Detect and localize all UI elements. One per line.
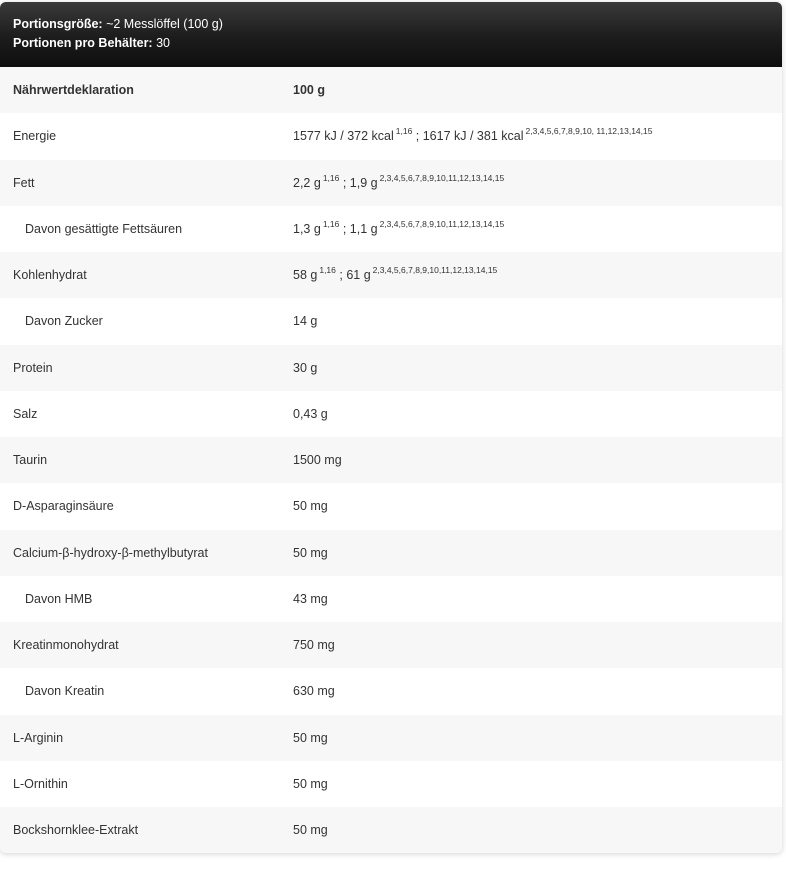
nutrient-value: 30 g	[293, 360, 318, 375]
nutrient-value: 750 mg	[293, 638, 335, 652]
serving-size-value: ~2 Messlöffel (100 g)	[102, 17, 223, 31]
table-row-kreatinmonohydrat	[0, 622, 782, 668]
table-row-gesaettigte-fettsaeuren	[0, 206, 782, 252]
value-separator: ;	[339, 221, 350, 236]
serving-size-line	[13, 15, 782, 34]
footnote-ref-1: 1,16	[322, 218, 340, 229]
table-row-energie	[0, 113, 782, 159]
nutrient-value: 50 mg	[293, 545, 328, 560]
value-separator: ;	[339, 175, 350, 190]
nutrient-name: L-Ornithin	[13, 776, 68, 791]
nutrient-value: 43 mg	[293, 591, 328, 606]
column-header-per-100g: 100 g	[293, 83, 325, 97]
nutrient-value	[293, 206, 504, 253]
value-part-1: 2,2 g	[293, 175, 321, 190]
nutrient-value: 50 mg	[293, 499, 328, 514]
nutrient-name: Fett	[13, 175, 35, 190]
portions-value: 30	[152, 36, 170, 50]
nutrient-value	[293, 252, 497, 299]
portions-label: Portionen pro Behälter:	[13, 36, 153, 50]
column-header-nutrient: Nährwertdeklaration	[13, 83, 134, 97]
nutrient-name: Salz	[13, 406, 38, 421]
nutrient-name: L-Arginin	[13, 730, 64, 745]
nutrient-name: Taurin	[13, 453, 48, 467]
table-header-row	[0, 67, 782, 113]
nutrient-name: Energie	[13, 129, 57, 144]
nutrient-name: Davon gesättigte Fettsäuren	[25, 221, 183, 236]
value-part-1: 1577 kJ / 372 kcal	[293, 129, 394, 144]
footnote-ref-1: 1,16	[319, 265, 336, 275]
table-row-salz	[0, 391, 782, 437]
nutrient-name: Kreatinmonohydrat	[13, 638, 119, 652]
table-row-calcium-hmb	[0, 530, 782, 576]
value-part-1: 1,3 g	[293, 221, 321, 236]
footnote-ref-1: 1,16	[395, 126, 413, 137]
nutrient-name: Davon Kreatin	[25, 684, 105, 699]
table-row-hmb	[0, 576, 782, 622]
footnote-ref-2: 2,3,4,5,6,7,8,9,10,11,12,13,14,15	[379, 172, 505, 183]
nutrient-value: 50 mg	[293, 730, 328, 745]
footnote-ref-2: 2,3,4,5,6,7,8,9,10,11,12,13,14,15	[379, 218, 505, 229]
nutrient-value: 1500 mg	[293, 453, 342, 467]
nutrient-value	[293, 113, 652, 160]
table-row-taurin	[0, 437, 782, 483]
nutrient-value: 14 g	[293, 314, 318, 329]
table-row-kohlenhydrat	[0, 252, 782, 298]
value-part-2: 61 g	[346, 268, 371, 282]
footnote-ref-2: 2,3,4,5,6,7,8,9,10,11,12,13,14,15	[372, 265, 498, 275]
nutrient-name: D-Asparaginsäure	[13, 499, 114, 514]
portions-line	[13, 34, 782, 53]
nutrition-table	[0, 67, 782, 853]
table-row-d-asparaginsaeure	[0, 483, 782, 529]
nutrient-name: Davon Zucker	[25, 314, 103, 329]
table-row-kreatin	[0, 668, 782, 714]
table-row-fett	[0, 160, 782, 206]
value-part-2: 1,1 g	[349, 221, 378, 236]
value-part-2: 1,9 g	[349, 175, 378, 190]
serving-info-header	[0, 2, 782, 67]
nutrient-value: 50 mg	[293, 823, 328, 837]
table-row-zucker	[0, 298, 782, 344]
value-part-1: 58 g	[293, 268, 318, 282]
nutrient-name: Protein	[13, 360, 53, 375]
table-row-l-ornithin	[0, 761, 782, 807]
serving-size-label: Portionsgröße:	[13, 17, 103, 31]
nutrient-value: 630 mg	[293, 684, 335, 699]
nutrient-name: Kohlenhydrat	[13, 268, 87, 282]
footnote-ref-2: 2,3,4,5,6,7,8,9,10, 11,12,13,14,15	[525, 126, 653, 137]
value-separator: ;	[412, 129, 423, 144]
table-row-l-arginin	[0, 715, 782, 761]
nutrient-value: 0,43 g	[293, 406, 328, 421]
nutrition-facts-card	[0, 2, 782, 853]
table-row-bockshornklee-extrakt	[0, 807, 782, 853]
nutrient-value	[293, 160, 504, 207]
table-row-protein	[0, 345, 782, 391]
footnote-ref-1: 1,16	[322, 172, 340, 183]
nutrient-name: Bockshornklee-Extrakt	[13, 823, 139, 837]
value-part-2: 1617 kJ / 381 kcal	[422, 129, 524, 144]
nutrient-name: Calcium-β-hydroxy-β-methylbutyrat	[13, 545, 208, 560]
nutrient-name: Davon HMB	[25, 591, 93, 606]
nutrient-value: 50 mg	[293, 776, 328, 791]
value-separator: ;	[335, 268, 347, 282]
